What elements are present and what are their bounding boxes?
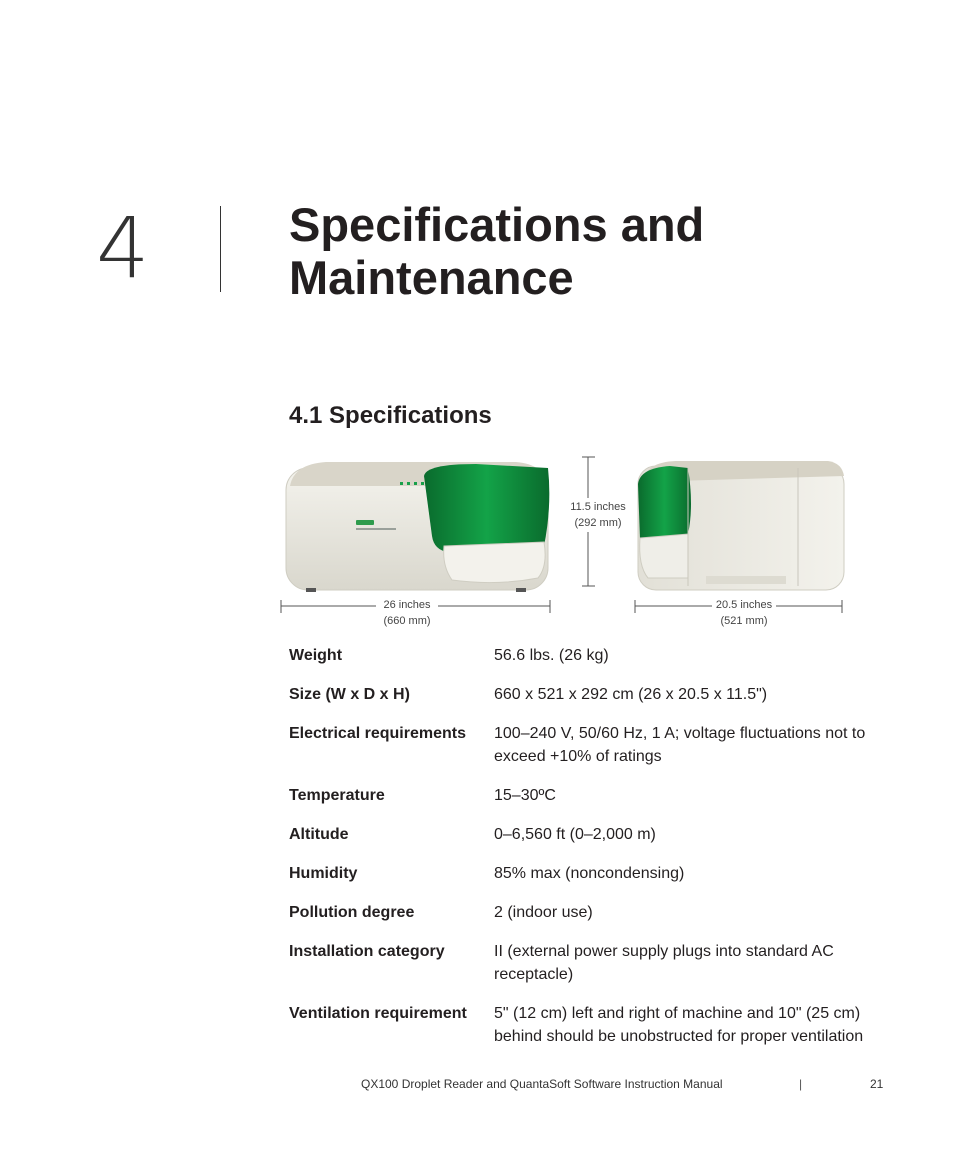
chapter-number: 4 xyxy=(96,199,150,297)
spec-label: Pollution degree xyxy=(289,904,415,921)
depth-label-mm: (521 mm) xyxy=(720,615,768,627)
spec-row-weight xyxy=(289,644,899,667)
height-label xyxy=(562,499,634,531)
footer-separator: | xyxy=(799,1077,803,1091)
spec-row-ventilation xyxy=(289,1002,899,1048)
spec-row-size xyxy=(289,683,899,706)
chapter-title-line-2: Maintenance xyxy=(289,251,574,304)
footer-manual-title: QX100 Droplet Reader and QuantaSoft Software Instruction Manual xyxy=(361,1077,723,1091)
spec-label: Electrical requirements xyxy=(289,725,466,742)
width-label xyxy=(372,597,442,629)
spec-row-altitude xyxy=(289,823,899,846)
specifications-table xyxy=(289,644,899,1064)
spec-value: 15–30ºC xyxy=(494,787,556,804)
chapter-divider xyxy=(220,206,221,292)
depth-label xyxy=(707,597,781,629)
chapter-title-line-1: Specifications and xyxy=(289,198,705,251)
section-title: 4.1 Specifications xyxy=(289,402,492,429)
spec-row-electrical xyxy=(289,722,899,768)
height-label-inches: 11.5 inches xyxy=(570,501,626,513)
spec-label: Ventilation requirement xyxy=(289,1005,467,1022)
spec-row-temperature xyxy=(289,784,899,807)
spec-label: Installation category xyxy=(289,943,445,960)
width-label-mm: (660 mm) xyxy=(383,615,431,627)
spec-value: II (external power supply plugs into standard AC receptacle) xyxy=(494,943,834,983)
spec-value: 2 (indoor use) xyxy=(494,904,593,921)
chapter-title xyxy=(289,198,889,304)
height-label-mm: (292 mm) xyxy=(574,517,622,529)
page-footer xyxy=(0,1077,954,1097)
spec-value: 660 x 521 x 292 cm (26 x 20.5 x 11.5") xyxy=(494,686,768,703)
depth-label-inches: 20.5 inches xyxy=(715,599,773,611)
spec-label: Temperature xyxy=(289,787,385,804)
spec-value: 5" (12 cm) left and right of machine and 10" (25 cm) behind should be unobstructed for proper ventilation xyxy=(494,1005,864,1045)
instrument-side-view xyxy=(638,461,844,590)
instrument-front-view xyxy=(286,462,549,592)
spec-row-humidity xyxy=(289,862,899,885)
spec-label: Weight xyxy=(289,647,343,664)
width-label-inches: 26 inches xyxy=(383,599,431,611)
spec-value: 56.6 lbs. (26 kg) xyxy=(494,647,609,664)
spec-value: 0–6,560 ft (0–2,000 m) xyxy=(494,826,656,843)
spec-label: Size (W x D x H) xyxy=(289,686,410,703)
page-number: 21 xyxy=(870,1077,884,1091)
spec-value: 85% max (noncondensing) xyxy=(494,865,685,882)
spec-label: Humidity xyxy=(289,865,358,882)
spec-row-installation xyxy=(289,940,899,986)
spec-label: Altitude xyxy=(289,826,349,843)
spec-value: 100–240 V, 50/60 Hz, 1 A; voltage fluctuations not to exceed +10% of ratings xyxy=(494,725,866,765)
instrument-figure xyxy=(276,446,856,636)
spec-row-pollution xyxy=(289,901,899,924)
